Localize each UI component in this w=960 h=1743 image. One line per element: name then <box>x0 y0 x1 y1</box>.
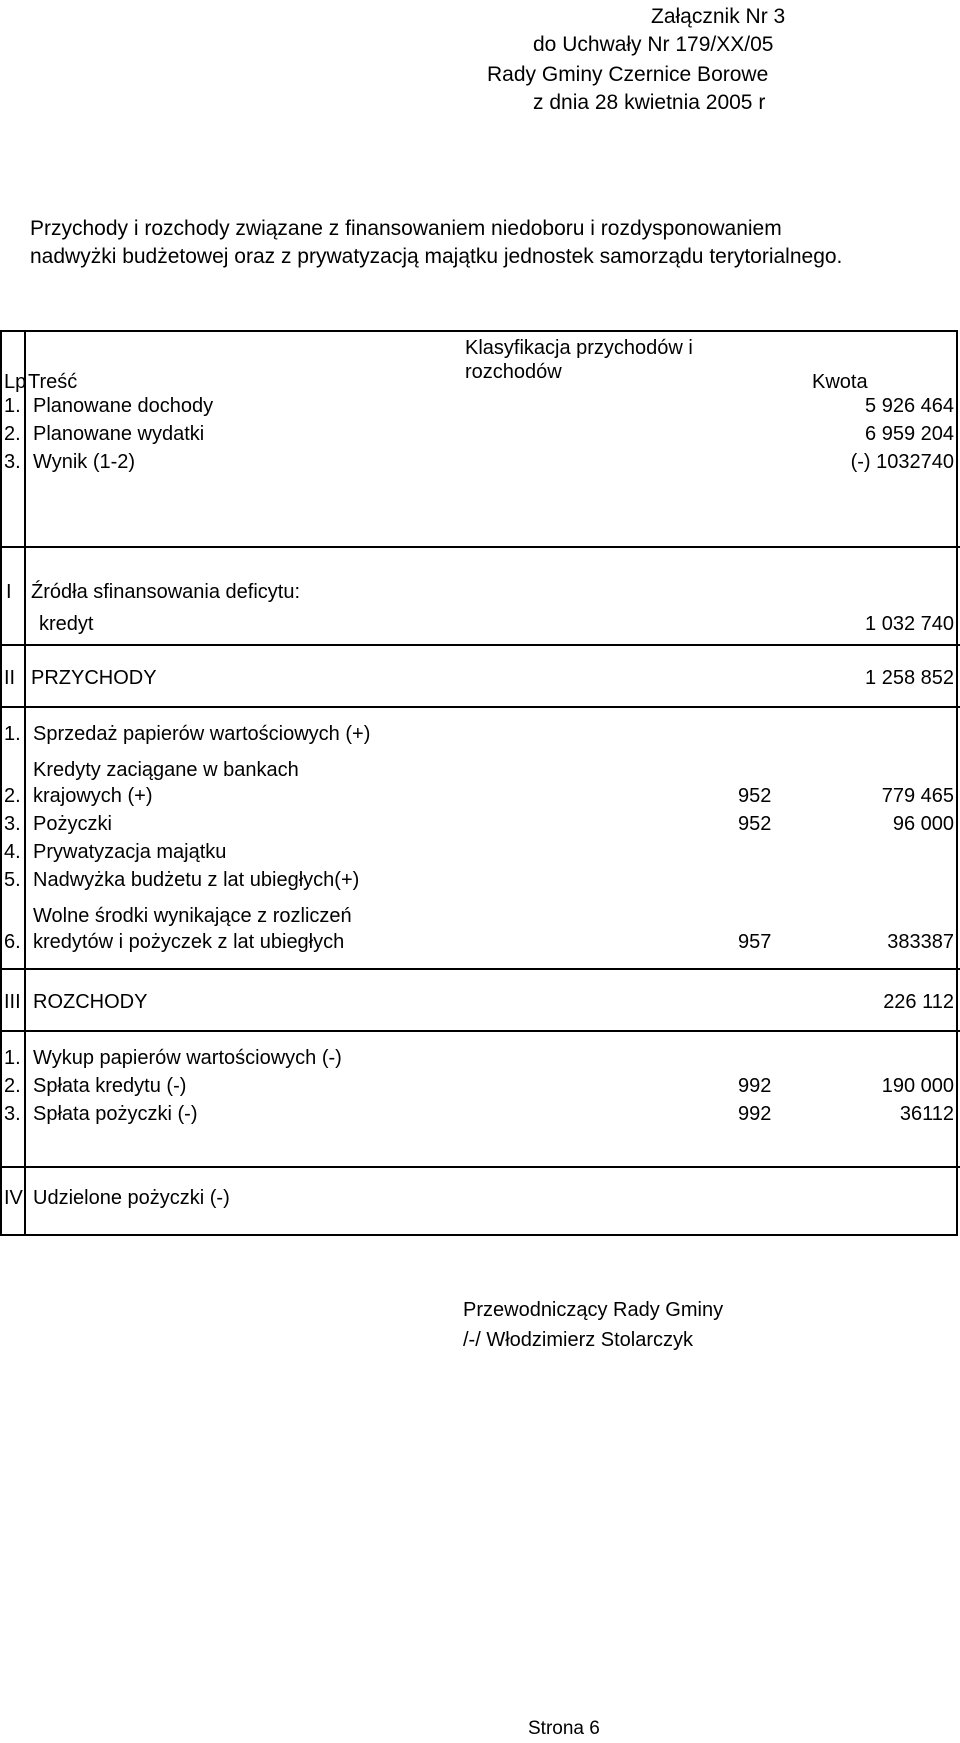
section2-lp: II <box>4 667 16 689</box>
summary-kwota-3: (-) 1032740 <box>850 451 954 473</box>
col-header-klasyfikacja-line2: rozchodów <box>465 361 562 383</box>
expense-kwota-2: 190 000 <box>881 1075 954 1097</box>
expense-klas-2: 992 <box>738 1075 772 1097</box>
signature-title: Przewodniczący Rady Gminy <box>463 1299 724 1321</box>
expense-kwota-3: 36112 <box>899 1103 954 1125</box>
expense-tresc-2: Spłata kredytu (-) <box>33 1075 187 1097</box>
summary-tresc-1: Planowane dochody <box>33 395 214 417</box>
summary-lp-3: 3. <box>4 451 21 473</box>
expense-tresc-3: Spłata pożyczki (-) <box>33 1103 198 1125</box>
document-title-line2: nadwyżki budżetowej oraz z prywatyzacją majątku jednostek samorządu terytorialnego. <box>30 245 843 268</box>
summary-lp-1: 1. <box>4 395 21 417</box>
summary-tresc-3: Wynik (1-2) <box>33 451 136 473</box>
council-name: Rady Gminy Czernice Borowe <box>487 63 769 86</box>
section1-lp: I <box>6 581 12 603</box>
resolution-date: z dnia 28 kwietnia 2005 r <box>533 91 766 114</box>
income-kwota-3: 96 000 <box>892 813 954 835</box>
income-kwota-6: 383387 <box>887 931 954 953</box>
separator-3 <box>2 706 960 708</box>
section4-title: Udzielone pożyczki (-) <box>33 1187 230 1209</box>
summary-lp-2: 2. <box>4 423 21 445</box>
summary-kwota-1: 5 926 464 <box>865 395 954 417</box>
expense-lp-1: 1. <box>4 1047 21 1069</box>
lp-column-divider <box>24 332 26 1234</box>
expense-lp-2: 2. <box>4 1075 21 1097</box>
section1-kredyt-kwota: 1 032 740 <box>865 613 954 635</box>
income-klas-3: 952 <box>738 813 772 835</box>
document-title-line1: Przychody i rozchody związane z finansowaniem niedoboru i rozdysponowaniem <box>30 217 782 240</box>
expense-tresc-1: Wykup papierów wartościowych (-) <box>33 1047 342 1069</box>
income-lp-5: 5. <box>4 869 21 891</box>
income-tresc-6: kredytów i pożyczek z lat ubiegłych <box>33 931 345 953</box>
section3-lp: III <box>4 991 21 1013</box>
separator-1 <box>2 546 960 548</box>
expense-lp-3: 3. <box>4 1103 21 1125</box>
income-lp-6: 6. <box>4 931 21 953</box>
col-header-lp: Lp <box>4 371 27 393</box>
expense-klas-3: 992 <box>738 1103 772 1125</box>
summary-tresc-2: Planowane wydatki <box>33 423 205 445</box>
section2-kwota: 1 258 852 <box>865 667 954 689</box>
income-tresc-6-line1: Wolne środki wynikające z rozliczeń <box>33 905 352 927</box>
income-tresc-2: krajowych (+) <box>33 785 153 807</box>
section1-kredyt-label: kredyt <box>39 613 94 635</box>
income-tresc-2-line1: Kredyty zaciągane w bankach <box>33 759 299 781</box>
separator-5 <box>2 1030 960 1032</box>
income-kwota-2: 779 465 <box>881 785 954 807</box>
col-header-klasyfikacja-line1: Klasyfikacja przychodów i <box>465 337 693 359</box>
section3-kwota: 226 112 <box>883 991 954 1013</box>
income-lp-4: 4. <box>4 841 21 863</box>
signature-name: /-/ Włodzimierz Stolarczyk <box>463 1329 694 1351</box>
income-tresc-1: Sprzedaż papierów wartościowych (+) <box>33 723 371 745</box>
income-klas-6: 957 <box>738 931 772 953</box>
income-klas-2: 952 <box>738 785 772 807</box>
section1-title: Źródła sfinansowania deficytu: <box>31 581 301 603</box>
separator-4 <box>2 968 960 970</box>
attachment-number: Załącznik Nr 3 <box>651 5 786 28</box>
finance-table <box>0 330 958 1236</box>
section2-title: PRZYCHODY <box>31 667 157 689</box>
col-header-tresc: Treść <box>28 371 78 393</box>
resolution-number: do Uchwały Nr 179/XX/05 <box>533 33 774 56</box>
separator-6 <box>2 1166 960 1168</box>
col-header-kwota: Kwota <box>812 371 868 393</box>
section3-title: ROZCHODY <box>33 991 148 1013</box>
income-lp-1: 1. <box>4 723 21 745</box>
income-tresc-4: Prywatyzacja majątku <box>33 841 227 863</box>
page-number: Strona 6 <box>528 1718 600 1739</box>
income-tresc-3: Pożyczki <box>33 813 112 835</box>
income-lp-2: 2. <box>4 785 21 807</box>
summary-kwota-2: 6 959 204 <box>865 423 954 445</box>
income-tresc-5: Nadwyżka budżetu z lat ubiegłych(+) <box>33 869 360 891</box>
section4-lp: IV <box>4 1187 23 1209</box>
income-lp-3: 3. <box>4 813 21 835</box>
separator-2 <box>2 644 960 646</box>
